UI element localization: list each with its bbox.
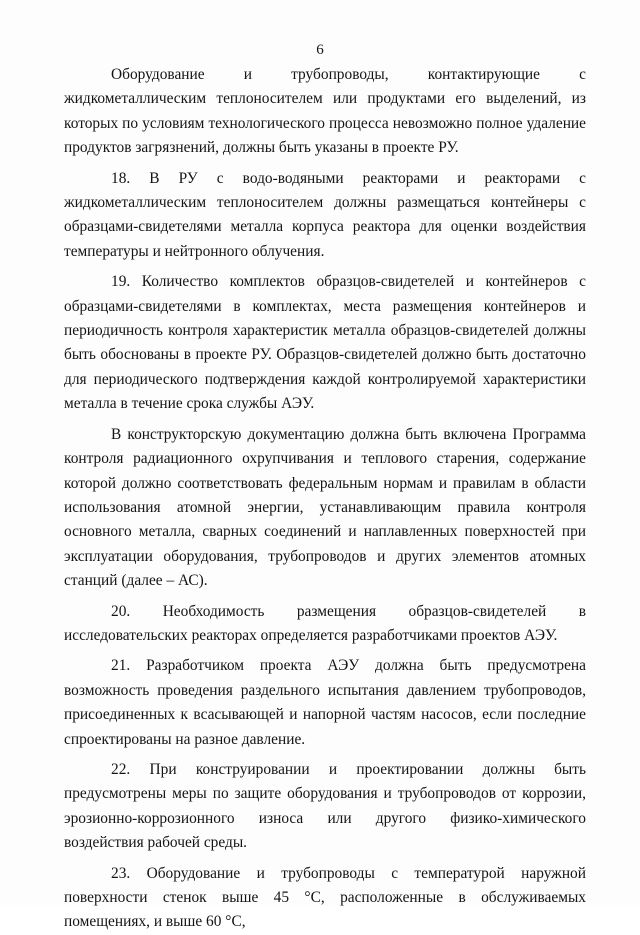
paragraph-23: 23. Оборудование и трубопроводы с температурой наружной поверхности стенок выше 45 °С, расположенные в обслуживаемых помещениях, и выше 60 °С, bbox=[64, 864, 586, 931]
paragraph-20: 20. Необходимость размещения образцов-свидетелей в исследовательских реакторах определяется разработчиками проектов АЭУ. bbox=[64, 602, 586, 644]
paragraph-19: 19. Количество комплектов образцов-свидетелей и контейнеров с образцами-свидетелями в комплектах, места размещения контейнеров и периодичность контроля характеристик металла образцов-свидетелей должны быть обоснованы в проекте РУ. Образцов-свидетелей должно быть достаточно для периодического подтверждения каждой контролируемой характеристики металла в течение срока службы АЭУ. bbox=[64, 273, 586, 413]
document-body bbox=[64, 63, 586, 935]
paragraph-22: 22. При конструировании и проектировании должны быть предусмотрены меры по защите оборудования и трубопроводов от коррозии, эрозионно-коррозионного износа или другого физико-химического воздействия рабочей среды. bbox=[64, 760, 586, 852]
paragraph-design-documentation: В конструкторскую документацию должна быть включена Программа контроля радиационного охрупчивания и теплового старения, содержание которой должно соответствовать федеральным нормам и правилам в области использования атомной энергии, устанавливающим правила контроля основного металла, сварных соединений и наплавленных поверхностей при эксплуатации оборудования, трубопроводов и других элементов атомных станций (далее – АС). bbox=[64, 425, 586, 590]
paragraph-21: 21. Разработчиком проекта АЭУ должна быть предусмотрена возможность проведения раздельного испытания давлением трубопроводов, присоединенных к всасывающей и напорной частям насосов, если последние спроектированы на разное давление. bbox=[64, 657, 586, 748]
page-number: 6 bbox=[316, 42, 324, 58]
paragraph-18: 18. В РУ с водо-водяными реакторами и реакторами с жидкометаллическим теплоносителем должны размещаться контейнеры с образцами-свидетелями металла корпуса реактора для оценки воздействия температуры и нейтронного облучения. bbox=[64, 169, 586, 260]
paragraph-equipment-contamination: Оборудование и трубопроводы, контактирующие с жидкометаллическим теплоносителем или продуктами его выделений, из которых по условиям технологического процесса невозможно полное удаление продуктов загрязнений, должны быть указаны в проекте РУ. bbox=[64, 66, 586, 157]
